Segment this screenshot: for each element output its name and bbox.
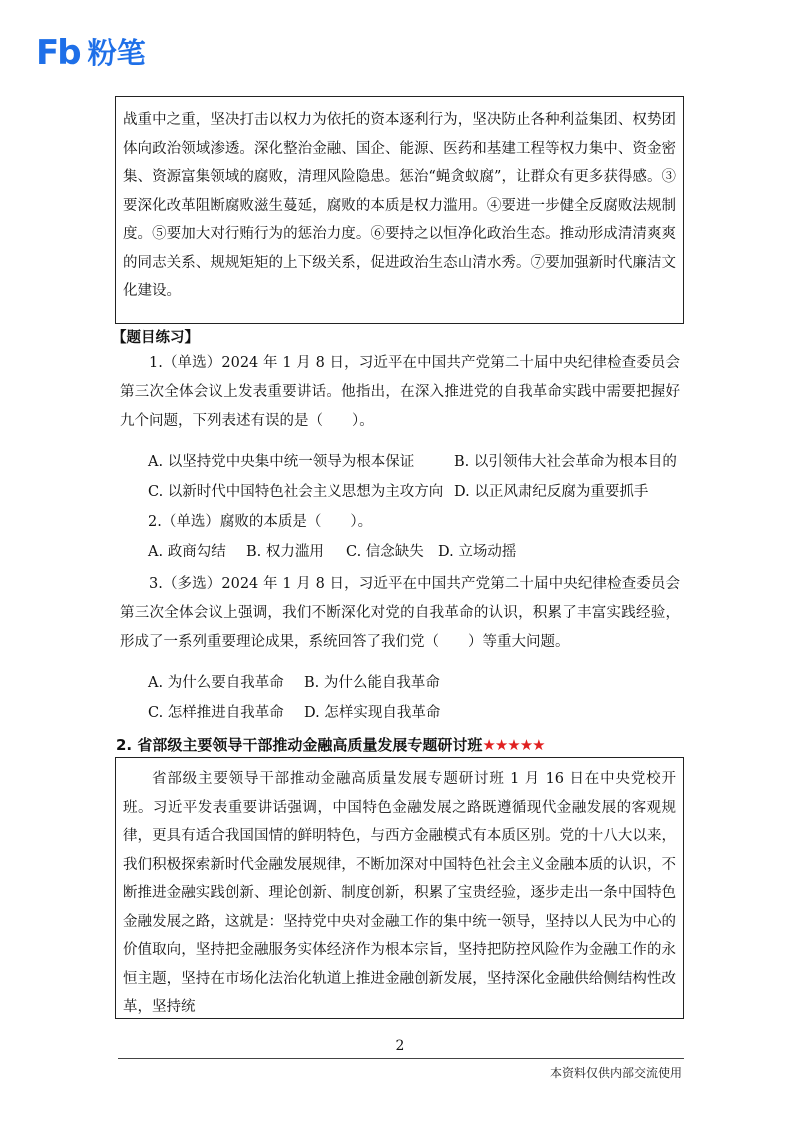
section-2-paragraph: 省部级主要领导干部推动金融高质量发展专题研讨班 1 月 16 日在中央党校开班。习近平发表重要讲话强调，中国特色金融发展之路既遵循现代金融发展的客观规律，更具有适合我国国情的鲜明特色，与西方金融模式有本质区别。党的十八大以来，我们积极探索新时代金融发展规律，不断加深对中国特色社会主义金融本质的认识，不断推进金融实践创新、理论创新、制度创新，积累了宝贵经验，逐步走出一条中国特色金融发展之路，这就是：坚持党中央对金融工作的集中统一领导，坚持以人民为中心的价值取向，坚持把金融服务实体经济作为根本宗旨，坚持把防控风险作为金融工作的永恒主题，坚持在市场化法治化轨道上推进金融创新发展，坚持深化金融供给侧结构性改革，坚持统 — [123, 771, 676, 1015]
question-3-option-c: C. 怎样推进自我革命 — [148, 705, 284, 721]
question-1-stem: 1.（单选）2024 年 1 月 8 日，习近平在中国共产党第二十届中央纪律检查委员会第三次全体会议上发表重要讲话。他指出，在深入推进党的自我革命实践中需要把握好九个问题，下列表述有误的是（ ）。 — [120, 355, 680, 429]
summary-paragraph: 战重中之重，坚决打击以权力为依托的资本逐利行为，坚决防止各种利益集团、权势团体向政治领域渗透。深化整治金融、国企、能源、医药和基建工程等权力集中、资金密集、资源富集领域的腐败，清理风险隐患。惩治“蝇贪蚁腐”，让群众有更多获得感。③要深化改革阻断腐败滋生蔓延，腐败的本质是权力滥用。④要进一步健全反腐败法规制度。⑤要加大对行贿行为的惩治力度。⑥要持之以恒净化政治生态。推动形成清清爽爽的同志关系、规规矩矩的上下级关系，促进政治生态山清水秀。⑦要加强新时代廉洁文化建设。 — [123, 112, 676, 299]
question-2-option-d: D. 立场动摇 — [438, 544, 517, 560]
question-3-stem: 3.（多选）2024 年 1 月 8 日，习近平在中国共产党第二十届中央纪律检查委员会第三次全体会议上强调，我们不断深化对党的自我革命的认识，积累了丰富实践经验，形成了一系列重要理论成果，系统回答了我们党（ ）等重大问题。 — [120, 576, 680, 650]
question-2-option-a: A. 政商勾结 — [148, 544, 226, 560]
question-1-option-a: A. 以坚持党中央集中统一领导为根本保证 — [148, 454, 415, 470]
question-1-option-c: C. 以新时代中国特色社会主义思想为主攻方向 — [148, 484, 444, 500]
question-3-option-a: A. 为什么要自我革命 — [148, 675, 284, 691]
question-1-option-d: D. 以正风肃纪反腐为重要抓手 — [454, 484, 649, 500]
exercise-label: 【题目练习】 — [112, 330, 199, 346]
question-3-option-d: D. 怎样实现自我革命 — [304, 705, 441, 721]
question-2-option-b: B. 权力滥用 — [246, 544, 324, 560]
summary-box — [115, 96, 684, 324]
footer-note: 本资料仅供内部交流使用 — [549, 1066, 682, 1080]
question-1 — [120, 349, 680, 436]
section-2-title: 2. 省部级主要领导干部推动金融高质量发展专题研讨班 — [116, 736, 483, 754]
footer-divider — [118, 1058, 684, 1059]
question-3 — [120, 570, 680, 657]
logo-mark-icon: Fb — [36, 33, 80, 73]
section-2-box — [115, 757, 684, 1019]
question-2-option-c: C. 信念缺失 — [346, 544, 424, 560]
rating-stars-icon: ★★★★★ — [482, 736, 545, 754]
section-2-heading — [116, 734, 545, 755]
question-2-stem: 2.（单选）腐败的本质是（ ）。 — [148, 514, 373, 530]
brand-logo — [36, 33, 146, 73]
question-1-option-b: B. 以引领伟大社会革命为根本目的 — [454, 454, 677, 470]
page-number: 2 — [395, 1038, 405, 1054]
logo-text: 粉笔 — [87, 35, 146, 70]
question-3-option-b: B. 为什么能自我革命 — [304, 675, 440, 691]
